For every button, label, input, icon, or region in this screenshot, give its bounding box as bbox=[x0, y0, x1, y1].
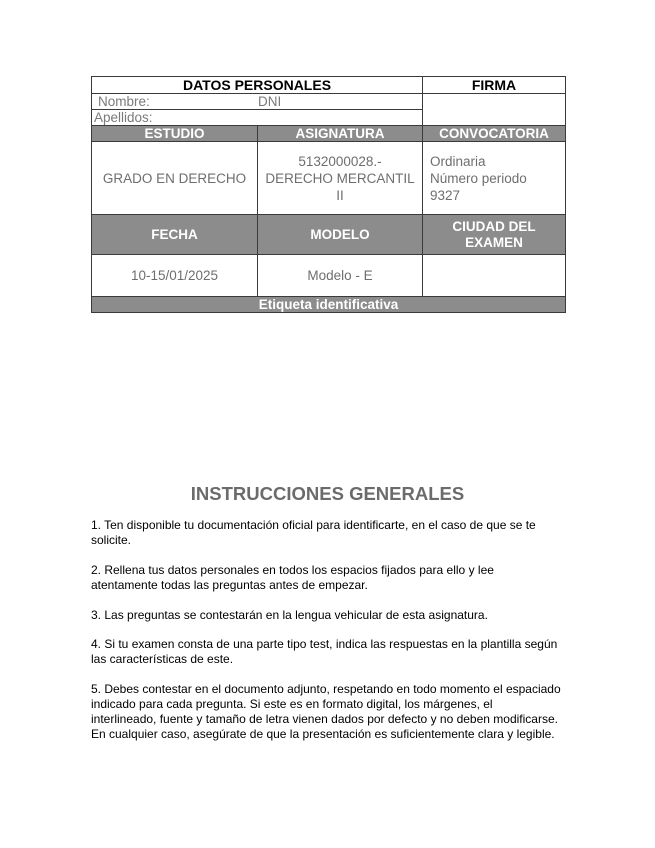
exam-header-form bbox=[91, 76, 566, 313]
ciudad-header bbox=[423, 215, 566, 255]
asignatura-line-1: 5132000028.- bbox=[298, 153, 382, 169]
firma-box[interactable] bbox=[423, 94, 566, 126]
nombre-label: Nombre: bbox=[98, 94, 150, 109]
instruction-item-2: 2. Rellena tus datos personales en todos los espacios fijados para ello y lee atentamente todas las preguntas antes de empezar. bbox=[91, 563, 494, 592]
nombre-field[interactable] bbox=[92, 94, 423, 110]
modelo-header: MODELO bbox=[258, 215, 423, 255]
convocatoria-line-2: Número periodo bbox=[430, 170, 527, 186]
instruction-item-4: 4. Si tu examen consta de una parte tipo test, indica las respuestas en la plantilla según las características de este. bbox=[91, 637, 558, 666]
fecha-value: 10-15/01/2025 bbox=[92, 255, 258, 297]
dni-label: DNI bbox=[258, 94, 282, 109]
fecha-header: FECHA bbox=[92, 215, 258, 255]
asignatura-line-3: II bbox=[336, 187, 344, 203]
convocatoria-header: CONVOCATORIA bbox=[423, 126, 566, 142]
ciudad-header-line-1: CIUDAD DEL bbox=[452, 218, 536, 234]
asignatura-value bbox=[258, 142, 423, 215]
convocatoria-line-1: Ordinaria bbox=[430, 153, 486, 169]
etiqueta-identificativa: Etiqueta identificativa bbox=[92, 297, 566, 313]
estudio-value: GRADO EN DERECHO bbox=[92, 142, 258, 215]
firma-header: FIRMA bbox=[423, 77, 566, 94]
convocatoria-value bbox=[423, 142, 566, 215]
instruction-item-3: 3. Las preguntas se contestarán en la lengua vehicular de esta asignatura. bbox=[91, 608, 488, 622]
datos-personales-header: DATOS PERSONALES bbox=[92, 77, 423, 94]
estudio-header: ESTUDIO bbox=[92, 126, 258, 142]
instruction-item-5: 5. Debes contestar en el documento adjunto, respetando en todo momento el espaciado indicado para cada pregunta. Si este es en formato digital, los márgenes, el interlineado, fuente y tamaño de letra vienen dados por defecto y no deben modificarse. En cualquier caso, asegúrate de que la presentación es suficientemente clara y legible. bbox=[91, 682, 561, 741]
instructions-title: INSTRUCCIONES GENERALES bbox=[190, 483, 465, 504]
asignatura-line-2: DERECHO MERCANTIL bbox=[265, 170, 415, 186]
modelo-value: Modelo - E bbox=[258, 255, 423, 297]
convocatoria-line-3: 9327 bbox=[430, 187, 461, 203]
apellidos-field[interactable] bbox=[92, 110, 423, 126]
instruction-item-1: 1. Ten disponible tu documentación oficial para identificarte, en el caso de que se te solicite. bbox=[91, 518, 536, 547]
ciudad-value[interactable] bbox=[423, 255, 566, 297]
apellidos-label: Apellidos: bbox=[94, 110, 153, 125]
asignatura-header: ASIGNATURA bbox=[258, 126, 423, 142]
ciudad-header-line-2: EXAMEN bbox=[465, 234, 523, 250]
